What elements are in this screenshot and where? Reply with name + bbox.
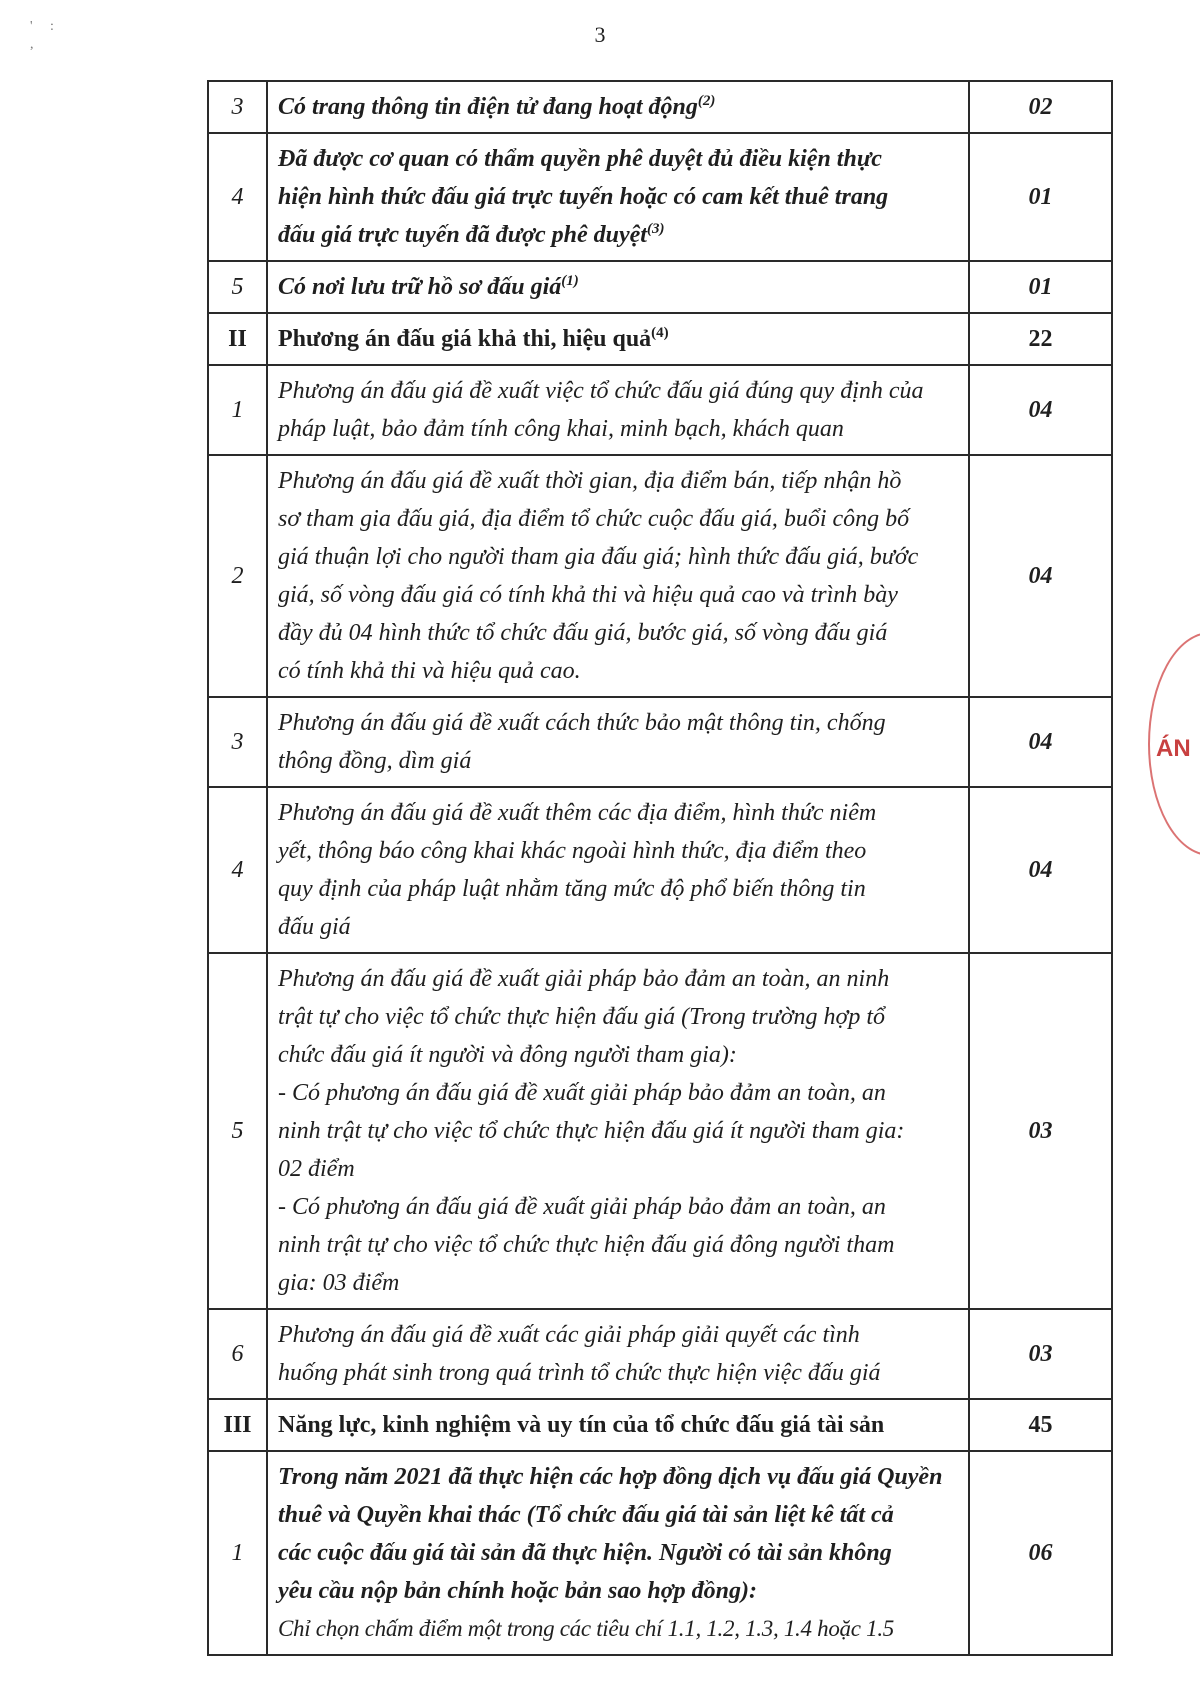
criterion-line-text: đấu giá trực tuyến đã được phê duyệt xyxy=(278,222,647,248)
criterion-text xyxy=(267,697,969,787)
row-number: 3 xyxy=(208,697,267,787)
row-score: 04 xyxy=(969,697,1112,787)
criterion-line xyxy=(278,794,958,832)
row-score: 04 xyxy=(969,365,1112,455)
criterion-line xyxy=(278,704,958,742)
criterion-line-text: trật tự cho việc tổ chức thực hiện đấu giá (Trong trường hợp tổ xyxy=(278,1004,886,1030)
row-number: 5 xyxy=(208,953,267,1309)
criterion-text xyxy=(267,1399,969,1451)
criteria-row xyxy=(208,365,1112,455)
criterion-line xyxy=(278,268,958,306)
stamp-text: ÁN xyxy=(1156,735,1191,762)
criteria-row xyxy=(208,261,1112,313)
criterion-line-text: đầy đủ 04 hình thức tổ chức đấu giá, bước giá, số vòng đấu giá xyxy=(278,620,888,646)
footnote-reference: (4) xyxy=(651,325,669,341)
criterion-line-text: Phương án đấu giá đề xuất các giải pháp giải quyết các tình xyxy=(278,1322,860,1348)
criterion-line xyxy=(278,538,958,576)
criterion-text xyxy=(267,1451,969,1655)
criteria-row xyxy=(208,455,1112,697)
row-number: 4 xyxy=(208,787,267,953)
row-number: 1 xyxy=(208,365,267,455)
criterion-line-text: thông đồng, dìm giá xyxy=(278,748,472,774)
criterion-line-text: sơ tham gia đấu giá, địa điểm tổ chức cuộc đấu giá, buổi công bố xyxy=(278,506,910,532)
criteria-row xyxy=(208,1309,1112,1399)
criterion-line-text: Phương án đấu giá đề xuất việc tổ chức đấu giá đúng quy định của xyxy=(278,378,924,404)
criterion-line xyxy=(278,998,958,1036)
criterion-line-text: Phương án đấu giá đề xuất thêm các địa điểm, hình thức niêm xyxy=(278,800,877,826)
criterion-line xyxy=(278,908,958,946)
criterion-line xyxy=(278,500,958,538)
criterion-line xyxy=(278,1316,958,1354)
criterion-line xyxy=(278,140,958,178)
row-score: 01 xyxy=(969,261,1112,313)
row-number: II xyxy=(208,313,267,365)
criterion-line-text: chức đấu giá ít người và đông người tham gia): xyxy=(278,1042,737,1068)
criterion-note: Chỉ chọn chấm điểm một trong các tiêu chí 1.1, 1.2, 1.3, 1.4 hoặc 1.5 xyxy=(278,1616,894,1641)
row-score: 06 xyxy=(969,1451,1112,1655)
criterion-line xyxy=(278,870,958,908)
criteria-row xyxy=(208,953,1112,1309)
criterion-line xyxy=(278,1074,958,1112)
criterion-line-text: Trong năm 2021 đã thực hiện các hợp đồng dịch vụ đấu giá Quyền xyxy=(278,1464,943,1490)
row-number: 1 xyxy=(208,1451,267,1655)
row-score: 01 xyxy=(969,133,1112,261)
criterion-line xyxy=(278,1036,958,1074)
criterion-line-text: Phương án đấu giá khả thi, hiệu quả xyxy=(278,326,652,352)
criterion-line xyxy=(278,1534,958,1572)
criterion-line xyxy=(278,1458,958,1496)
criterion-text xyxy=(267,81,969,133)
row-score: 03 xyxy=(969,1309,1112,1399)
criterion-line-text: ninh trật tự cho việc tổ chức thực hiện đấu giá đông người tham xyxy=(278,1232,895,1258)
criterion-line-text: Có trang thông tin điện tử đang hoạt động xyxy=(278,94,698,120)
criterion-line xyxy=(278,742,958,780)
criterion-line-text: - Có phương án đấu giá đề xuất giải pháp bảo đảm an toàn, an xyxy=(278,1080,886,1106)
criteria-row xyxy=(208,1451,1112,1655)
criterion-line xyxy=(278,960,958,998)
criterion-line xyxy=(278,1354,958,1392)
row-number: 5 xyxy=(208,261,267,313)
criterion-line xyxy=(278,216,958,254)
row-score: 04 xyxy=(969,787,1112,953)
criterion-line xyxy=(278,614,958,652)
row-number: 6 xyxy=(208,1309,267,1399)
criterion-line-text: gia: 03 điểm xyxy=(278,1270,400,1296)
criterion-text xyxy=(267,365,969,455)
criterion-line-text: - Có phương án đấu giá đề xuất giải pháp bảo đảm an toàn, an xyxy=(278,1194,886,1220)
criteria-row xyxy=(208,1399,1112,1451)
criterion-line-text: Phương án đấu giá đề xuất giải pháp bảo đảm an toàn, an ninh xyxy=(278,966,890,992)
criterion-line xyxy=(278,1572,958,1610)
criterion-line-text: hiện hình thức đấu giá trực tuyến hoặc có cam kết thuê trang xyxy=(278,184,889,210)
page-number: 3 xyxy=(594,22,606,47)
criterion-line xyxy=(278,652,958,690)
criterion-line-text: giá, số vòng đấu giá có tính khả thi và hiệu quả cao và trình bày xyxy=(278,582,898,608)
criterion-text xyxy=(267,133,969,261)
criterion-line xyxy=(278,576,958,614)
criterion-line-text: Phương án đấu giá đề xuất thời gian, địa điểm bán, tiếp nhận hồ xyxy=(278,468,902,494)
criterion-line xyxy=(278,410,958,448)
criterion-line xyxy=(278,462,958,500)
criterion-line-text: Năng lực, kinh nghiệm và uy tín của tổ chức đấu giá tài sản xyxy=(278,1412,885,1438)
criterion-line-text: các cuộc đấu giá tài sản đã thực hiện. Người có tài sản không xyxy=(278,1540,892,1566)
criterion-text xyxy=(267,455,969,697)
footnote-reference: (2) xyxy=(697,93,716,109)
criterion-line xyxy=(278,1226,958,1264)
criteria-row xyxy=(208,133,1112,261)
row-score: 22 xyxy=(969,313,1112,365)
criterion-line-text: Phương án đấu giá đề xuất cách thức bảo mật thông tin, chống xyxy=(278,710,886,736)
criteria-table-body xyxy=(208,81,1112,1655)
row-score: 04 xyxy=(969,455,1112,697)
criterion-line-text: Có nơi lưu trữ hồ sơ đấu giá xyxy=(278,274,562,300)
criterion-line xyxy=(278,1112,958,1150)
criterion-text xyxy=(267,261,969,313)
criterion-line-text: yêu cầu nộp bản chính hoặc bản sao hợp đồng): xyxy=(278,1578,757,1604)
criterion-line-text: đấu giá xyxy=(278,914,351,940)
row-number: 4 xyxy=(208,133,267,261)
criterion-line xyxy=(278,178,958,216)
criterion-text xyxy=(267,787,969,953)
footnote-reference: (3) xyxy=(646,221,665,237)
criteria-row xyxy=(208,313,1112,365)
criterion-line-text: ninh trật tự cho việc tổ chức thực hiện đấu giá ít người tham gia: xyxy=(278,1118,905,1144)
criterion-text xyxy=(267,1309,969,1399)
criterion-line-text: thuê và Quyền khai thác (Tổ chức đấu giá tài sản liệt kê tất cả xyxy=(278,1502,894,1528)
criterion-text xyxy=(267,313,969,365)
criteria-table xyxy=(207,80,1113,1656)
criteria-row xyxy=(208,697,1112,787)
row-number: III xyxy=(208,1399,267,1451)
row-score: 02 xyxy=(969,81,1112,133)
row-score: 45 xyxy=(969,1399,1112,1451)
criterion-line-text: pháp luật, bảo đảm tính công khai, minh bạch, khách quan xyxy=(278,416,844,442)
scan-specks: ' : , xyxy=(30,19,54,52)
criterion-line-text: huống phát sinh trong quá trình tổ chức thực hiện việc đấu giá xyxy=(278,1360,881,1386)
footnote-reference: (1) xyxy=(561,273,579,289)
criterion-text xyxy=(267,953,969,1309)
criterion-line xyxy=(278,1406,958,1444)
criterion-line xyxy=(278,88,958,126)
row-number: 3 xyxy=(208,81,267,133)
criterion-line-text: quy định của pháp luật nhằm tăng mức độ phổ biến thông tin xyxy=(278,876,866,902)
criterion-line xyxy=(278,1496,958,1534)
criteria-row xyxy=(208,787,1112,953)
criterion-line-text: 02 điểm xyxy=(278,1156,355,1182)
criterion-line xyxy=(278,1150,958,1188)
row-score: 03 xyxy=(969,953,1112,1309)
criterion-line xyxy=(278,372,958,410)
criterion-line xyxy=(278,1188,958,1226)
criteria-row xyxy=(208,81,1112,133)
criterion-line-text: có tính khả thi và hiệu quả cao. xyxy=(278,658,581,684)
criterion-line-text: giá thuận lợi cho người tham gia đấu giá; hình thức đấu giá, bước xyxy=(278,544,919,570)
criterion-line xyxy=(278,1264,958,1302)
criterion-line-text: yết, thông báo công khai khác ngoài hình thức, địa điểm theo xyxy=(278,838,867,864)
criterion-line xyxy=(278,320,958,358)
criterion-line-text: Đã được cơ quan có thẩm quyền phê duyệt đủ điều kiện thực xyxy=(278,146,882,172)
row-number: 2 xyxy=(208,455,267,697)
criterion-line xyxy=(278,832,958,870)
